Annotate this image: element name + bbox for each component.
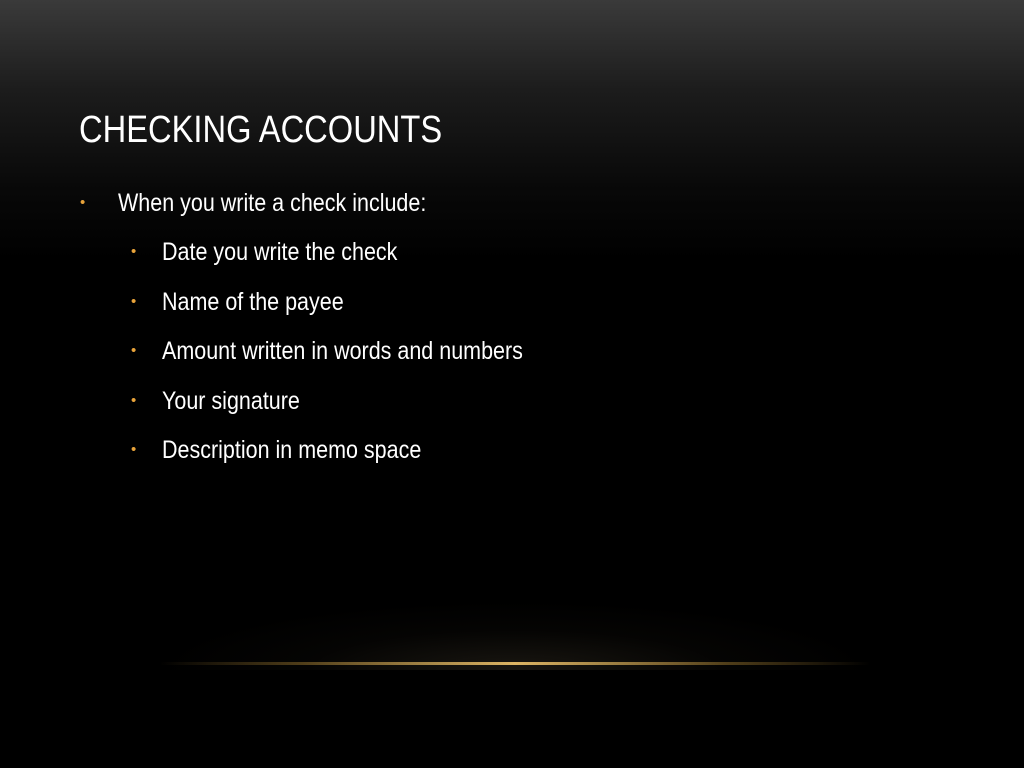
bullet-text: When you write a check include: (118, 189, 427, 217)
floor-glow (150, 600, 880, 670)
bullet-text: Your signature (162, 387, 300, 415)
bullet-icon: • (131, 392, 137, 409)
slide-title: CHECKING ACCOUNTS (79, 109, 443, 151)
bullet-text: Date you write the check (162, 238, 398, 266)
bullet-icon: • (131, 342, 137, 359)
bullet-icon: • (131, 441, 137, 458)
bullet-icon: • (80, 194, 86, 211)
bullet-icon: • (131, 243, 137, 260)
gold-accent-line (160, 662, 870, 665)
bullet-text: Name of the payee (162, 288, 344, 316)
bullet-text: Description in memo space (162, 436, 422, 464)
bullet-text: Amount written in words and numbers (162, 337, 523, 365)
bullet-icon: • (131, 293, 137, 310)
